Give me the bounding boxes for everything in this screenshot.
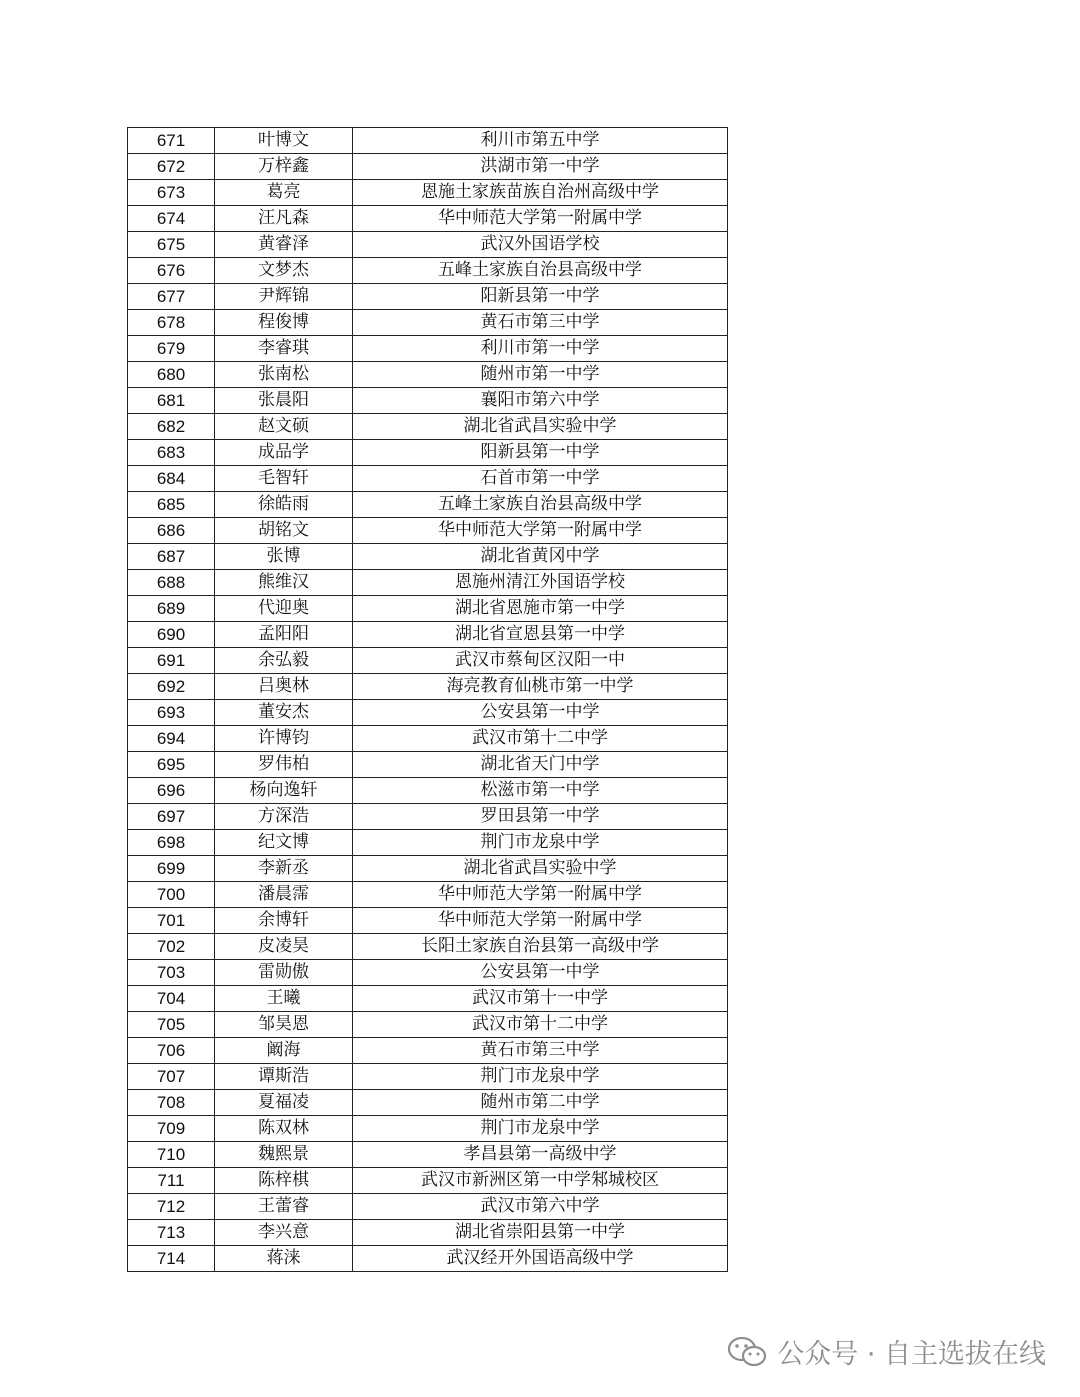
table-row (128, 882, 728, 908)
row-number: 691 (128, 648, 215, 674)
table-row (128, 1064, 728, 1090)
school-name: 洪湖市第一中学 (353, 154, 728, 180)
student-name: 纪文博 (215, 830, 353, 856)
table-row (128, 284, 728, 310)
table-row (128, 466, 728, 492)
row-number: 708 (128, 1090, 215, 1116)
row-number: 675 (128, 232, 215, 258)
school-name: 五峰土家族自治县高级中学 (353, 258, 728, 284)
row-number: 705 (128, 1012, 215, 1038)
table-row (128, 128, 728, 154)
school-name: 湖北省武昌实验中学 (353, 856, 728, 882)
table-row (128, 778, 728, 804)
student-name: 阚海 (215, 1038, 353, 1064)
student-name: 罗伟柏 (215, 752, 353, 778)
student-name: 文梦杰 (215, 258, 353, 284)
row-number: 686 (128, 518, 215, 544)
table-row (128, 544, 728, 570)
student-name: 雷勋傲 (215, 960, 353, 986)
table-row (128, 934, 728, 960)
row-number: 681 (128, 388, 215, 414)
row-number: 677 (128, 284, 215, 310)
school-name: 湖北省武昌实验中学 (353, 414, 728, 440)
school-name: 恩施州清江外国语学校 (353, 570, 728, 596)
table-row (128, 570, 728, 596)
school-name: 武汉市第十二中学 (353, 1012, 728, 1038)
student-name: 邹昊恩 (215, 1012, 353, 1038)
row-number: 685 (128, 492, 215, 518)
school-name: 荆门市龙泉中学 (353, 1116, 728, 1142)
roster-body (128, 128, 728, 1272)
school-name: 湖北省天门中学 (353, 752, 728, 778)
table-row (128, 1246, 728, 1272)
school-name: 五峰土家族自治县高级中学 (353, 492, 728, 518)
school-name: 荆门市龙泉中学 (353, 1064, 728, 1090)
student-name: 蒋涞 (215, 1246, 353, 1272)
row-number: 695 (128, 752, 215, 778)
table-row (128, 1168, 728, 1194)
row-number: 692 (128, 674, 215, 700)
row-number: 704 (128, 986, 215, 1012)
row-number: 693 (128, 700, 215, 726)
row-number: 699 (128, 856, 215, 882)
student-name: 万梓鑫 (215, 154, 353, 180)
student-name: 葛亮 (215, 180, 353, 206)
school-name: 黄石市第三中学 (353, 1038, 728, 1064)
school-name: 阳新县第一中学 (353, 284, 728, 310)
row-number: 710 (128, 1142, 215, 1168)
row-number: 712 (128, 1194, 215, 1220)
school-name: 公安县第一中学 (353, 960, 728, 986)
school-name: 武汉市第十一中学 (353, 986, 728, 1012)
student-name: 李睿琪 (215, 336, 353, 362)
row-number: 696 (128, 778, 215, 804)
school-name: 孝昌县第一高级中学 (353, 1142, 728, 1168)
row-number: 680 (128, 362, 215, 388)
student-name: 陈梓棋 (215, 1168, 353, 1194)
table-row (128, 336, 728, 362)
row-number: 672 (128, 154, 215, 180)
school-name: 华中师范大学第一附属中学 (353, 206, 728, 232)
row-number: 679 (128, 336, 215, 362)
student-name: 孟阳阳 (215, 622, 353, 648)
school-name: 长阳土家族自治县第一高级中学 (353, 934, 728, 960)
student-name: 王曦 (215, 986, 353, 1012)
table-row (128, 1116, 728, 1142)
table-row (128, 856, 728, 882)
student-name: 代迎奥 (215, 596, 353, 622)
row-number: 682 (128, 414, 215, 440)
student-name: 李兴意 (215, 1220, 353, 1246)
table-row (128, 1012, 728, 1038)
student-name: 余博轩 (215, 908, 353, 934)
table-row (128, 622, 728, 648)
student-name: 夏福凌 (215, 1090, 353, 1116)
school-name: 利川市第一中学 (353, 336, 728, 362)
row-number: 703 (128, 960, 215, 986)
student-name: 成品学 (215, 440, 353, 466)
school-name: 武汉外国语学校 (353, 232, 728, 258)
school-name: 武汉市新洲区第一中学邾城校区 (353, 1168, 728, 1194)
row-number: 678 (128, 310, 215, 336)
school-name: 利川市第五中学 (353, 128, 728, 154)
table-row (128, 648, 728, 674)
student-name: 王蕾睿 (215, 1194, 353, 1220)
watermark (727, 1332, 1046, 1371)
school-name: 松滋市第一中学 (353, 778, 728, 804)
row-number: 711 (128, 1168, 215, 1194)
student-name: 杨向逸轩 (215, 778, 353, 804)
student-name: 吕奥林 (215, 674, 353, 700)
row-number: 698 (128, 830, 215, 856)
row-number: 714 (128, 1246, 215, 1272)
row-number: 688 (128, 570, 215, 596)
table-row (128, 388, 728, 414)
row-number: 700 (128, 882, 215, 908)
student-name: 徐皓雨 (215, 492, 353, 518)
row-number: 673 (128, 180, 215, 206)
table-row (128, 1038, 728, 1064)
row-number: 684 (128, 466, 215, 492)
table-row (128, 752, 728, 778)
row-number: 713 (128, 1220, 215, 1246)
school-name: 武汉市第六中学 (353, 1194, 728, 1220)
student-name: 陈双林 (215, 1116, 353, 1142)
student-name: 熊维汉 (215, 570, 353, 596)
student-name: 许博钧 (215, 726, 353, 752)
school-name: 襄阳市第六中学 (353, 388, 728, 414)
student-name: 黄睿泽 (215, 232, 353, 258)
row-number: 706 (128, 1038, 215, 1064)
student-name: 程俊博 (215, 310, 353, 336)
table-row (128, 726, 728, 752)
row-number: 694 (128, 726, 215, 752)
student-name: 皮凌昊 (215, 934, 353, 960)
table-row (128, 492, 728, 518)
table-row (128, 180, 728, 206)
row-number: 701 (128, 908, 215, 934)
wechat-icon (727, 1335, 767, 1369)
row-number: 702 (128, 934, 215, 960)
student-name: 张博 (215, 544, 353, 570)
student-name: 潘晨霈 (215, 882, 353, 908)
school-name: 湖北省崇阳县第一中学 (353, 1220, 728, 1246)
table-row (128, 258, 728, 284)
table-row (128, 206, 728, 232)
table-row (128, 310, 728, 336)
school-name: 公安县第一中学 (353, 700, 728, 726)
school-name: 湖北省恩施市第一中学 (353, 596, 728, 622)
school-name: 石首市第一中学 (353, 466, 728, 492)
row-number: 676 (128, 258, 215, 284)
student-name: 汪凡森 (215, 206, 353, 232)
student-name: 叶博文 (215, 128, 353, 154)
table-row (128, 414, 728, 440)
table-row (128, 830, 728, 856)
table-row (128, 232, 728, 258)
table-row (128, 154, 728, 180)
school-name: 罗田县第一中学 (353, 804, 728, 830)
table-row (128, 804, 728, 830)
school-name: 恩施土家族苗族自治州高级中学 (353, 180, 728, 206)
student-roster-table (127, 127, 728, 1272)
row-number: 707 (128, 1064, 215, 1090)
table-row (128, 596, 728, 622)
school-name: 华中师范大学第一附属中学 (353, 908, 728, 934)
row-number: 690 (128, 622, 215, 648)
table-row (128, 986, 728, 1012)
row-number: 687 (128, 544, 215, 570)
row-number: 683 (128, 440, 215, 466)
student-name: 毛智轩 (215, 466, 353, 492)
table-row (128, 700, 728, 726)
table-row (128, 1194, 728, 1220)
student-name: 李新丞 (215, 856, 353, 882)
school-name: 华中师范大学第一附属中学 (353, 882, 728, 908)
table-row (128, 362, 728, 388)
table-row (128, 518, 728, 544)
row-number: 697 (128, 804, 215, 830)
table-row (128, 440, 728, 466)
student-name: 胡铭文 (215, 518, 353, 544)
school-name: 阳新县第一中学 (353, 440, 728, 466)
student-name: 张南松 (215, 362, 353, 388)
school-name: 湖北省宣恩县第一中学 (353, 622, 728, 648)
student-name: 魏熙景 (215, 1142, 353, 1168)
table-row (128, 960, 728, 986)
table-row (128, 1220, 728, 1246)
school-name: 武汉市蔡甸区汉阳一中 (353, 648, 728, 674)
school-name: 武汉市第十二中学 (353, 726, 728, 752)
watermark-text: 公众号 · 自主选拔在线 (777, 1339, 1046, 1370)
school-name: 武汉经开外国语高级中学 (353, 1246, 728, 1272)
row-number: 671 (128, 128, 215, 154)
school-name: 海亮教育仙桃市第一中学 (353, 674, 728, 700)
table-row (128, 674, 728, 700)
school-name: 随州市第二中学 (353, 1090, 728, 1116)
student-name: 张晨阳 (215, 388, 353, 414)
table-row (128, 1142, 728, 1168)
row-number: 689 (128, 596, 215, 622)
school-name: 荆门市龙泉中学 (353, 830, 728, 856)
student-name: 方深浩 (215, 804, 353, 830)
school-name: 湖北省黄冈中学 (353, 544, 728, 570)
student-name: 董安杰 (215, 700, 353, 726)
school-name: 华中师范大学第一附属中学 (353, 518, 728, 544)
student-name: 尹辉锦 (215, 284, 353, 310)
student-name: 赵文硕 (215, 414, 353, 440)
student-name: 谭斯浩 (215, 1064, 353, 1090)
table-row (128, 1090, 728, 1116)
student-name: 余弘毅 (215, 648, 353, 674)
row-number: 674 (128, 206, 215, 232)
table-row (128, 908, 728, 934)
school-name: 随州市第一中学 (353, 362, 728, 388)
row-number: 709 (128, 1116, 215, 1142)
school-name: 黄石市第三中学 (353, 310, 728, 336)
